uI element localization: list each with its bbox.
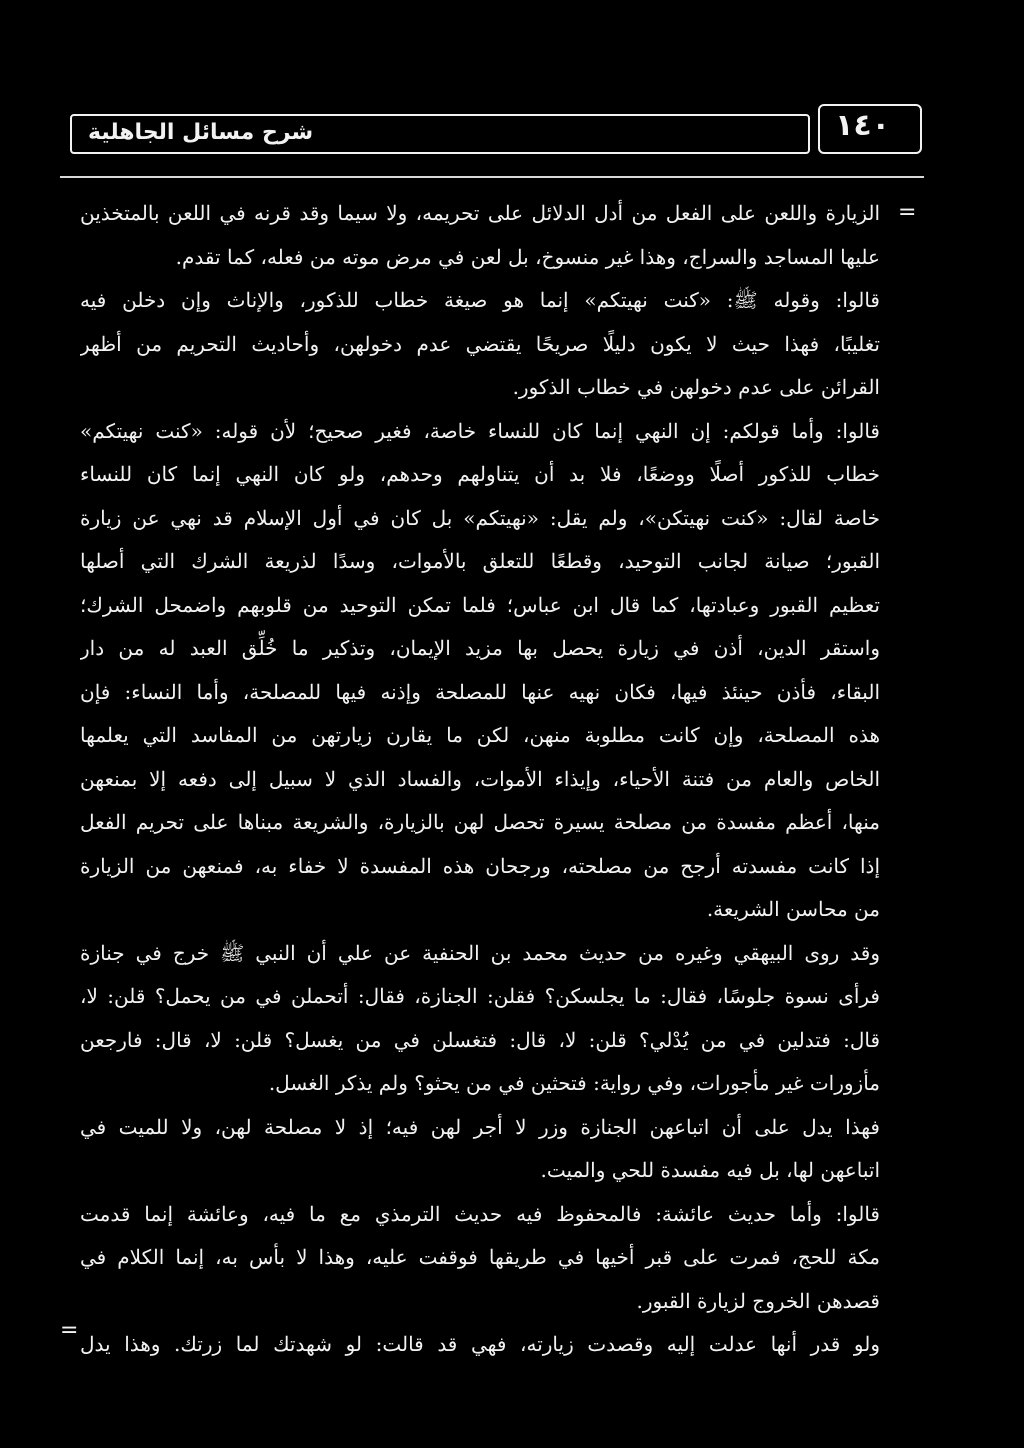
text-line: تغليبًا، فهذا حيث لا يكون دليلًا صريحًا يقتضي عدم دخولهن، وأحاديث التحريم من أظهر [80,331,880,356]
text-line: منها، أعظم مفسدة من مصلحة يسيرة تحصل لهن بالزيارة، والشريعة مبناها على تحريم الفعل [80,810,880,834]
text-line: الخاص والعام من فتنة الأحياء، وإيذاء الأموات، والفساد الذي لا سبيل إلى دفعه إلا بمنعهن [80,766,880,791]
text-line: خاصة لقال: «كنت نهيتكن»، ولم يقل: «نهيتكم» بل كان في أول الإسلام قد نهي عن زيارة [80,505,880,530]
text-line: إذا كانت مفسدته أرجح من مصلحته، ورجحان هذه المفسدة لا خفاء به، فمنعهن من الزيارة [80,853,880,878]
body-text [80,192,880,1367]
text-line: هذه المصلحة، وإن كانت مطلوبة منهن، لكن ما يقارن زيارتهن من المفاسد التي يعلمها [80,723,880,747]
margin-mark-bottom: = [60,1318,79,1343]
text-line: القبور؛ صيانة لجانب التوحيد، وقطعًا للتعلق بالأموات، وسدًا لذريعة الشرك التي أصلها [80,549,880,573]
page-number-frame [818,104,922,154]
text-line: وقد روى البيهقي وغيره من حديث محمد بن الحنفية عن علي أن النبي ﷺ خرج في جنازة [80,940,880,965]
text-line: قالوا: وقوله ﷺ: «كنت نهيتكم» إنما هو صيغة خطاب للذكور، والإناث وإن دخلن فيه [80,288,880,312]
text-line: قال: فتدلين في من يُدْلي؟ قلن: لا، قال: فتغسلن في من يغسل؟ قلن: لا، قال: فارجعن [80,1027,880,1052]
text-line: فرأى نسوة جلوسًا، فقال: ما يجلسكن؟ فقلن: الجنازة، فقال: أتحملن في من يحمل؟ قلن: لا، [80,984,880,1008]
header-divider [60,176,924,178]
text-line: اتباعهن لها، بل فيه مفسدة للحي والميت. [540,1158,880,1182]
text-line: قالوا: وأما قولكم: إن النهي إنما كان للنساء خاصة، فغير صحيح؛ لأن قوله: «كنت نهيتكم» [80,418,880,443]
text-line: عليها المساجد والسراج، وهذا غير منسوخ، بل لعن في مرض موته من فعله، كما تقدم. [175,244,880,269]
text-line: فهذا يدل على أن اتباعهن الجنازة وزر لا أجر لهن فيه؛ إذ لا مصلحة لهن، ولا للميت في [80,1114,880,1139]
text-line: قصدهن الخروج لزيارة القبور. [636,1288,880,1313]
text-line: تعظيم القبور وعبادتها، كما قال ابن عباس؛ فلما تمكن التوحيد من قلوبهم واضمحل الشرك؛ [80,592,880,617]
page-number: ١٤٠ [835,108,890,143]
text-line: البقاء، فأذن حينئذ فيها، فكان نهيه عنها للمصلحة وإذنه فيها للمصلحة، وأما النساء: فإن [80,679,880,704]
text-line: مكة للحج، فمرت على قبر أخيها في طريقها فوقفت عليه، وهذا لا بأس به، إنما الكلام في [80,1245,880,1269]
book-title: شرح مسائل الجاهلية [88,120,314,145]
text-line: ولو قدر أنها عدلت إليه وقصدت زيارته، فهي قد قالت: لو شهدتك لما زرتك. وهذا يدل [80,1332,880,1356]
running-header [70,108,922,158]
header-title-frame [70,114,810,154]
text-line: قالوا: وأما حديث عائشة: فالمحفوظ فيه حديث الترمذي مع ما فيه، وعائشة إنما قدمت [80,1201,880,1226]
text-line: مأزورات غير مأجورات، وفي رواية: فتحثين في من يحثو؟ ولم يذكر الغسل. [268,1071,880,1095]
text-line: من محاسن الشريعة. [706,897,880,921]
text-line: خطاب للذكور أصلًا ووضعًا، فلا بد أن يتناولهم وحدهم، ولو كان النهي إنما كان للنساء [80,462,880,486]
text-line: القرائن على عدم دخولهن في خطاب الذكور. [512,375,880,399]
margin-mark-top: = [898,200,917,225]
text-line: الزيارة واللعن على الفعل من أدل الدلائل على تحريمه، ولا سيما وقد قرنه في اللعن بالمتخذين [80,201,880,225]
text-line: واستقر الدين، أذن في زيارة يحصل بها مزيد الإيمان، وتذكير ما خُلِّق العبد له من دار [80,636,880,660]
